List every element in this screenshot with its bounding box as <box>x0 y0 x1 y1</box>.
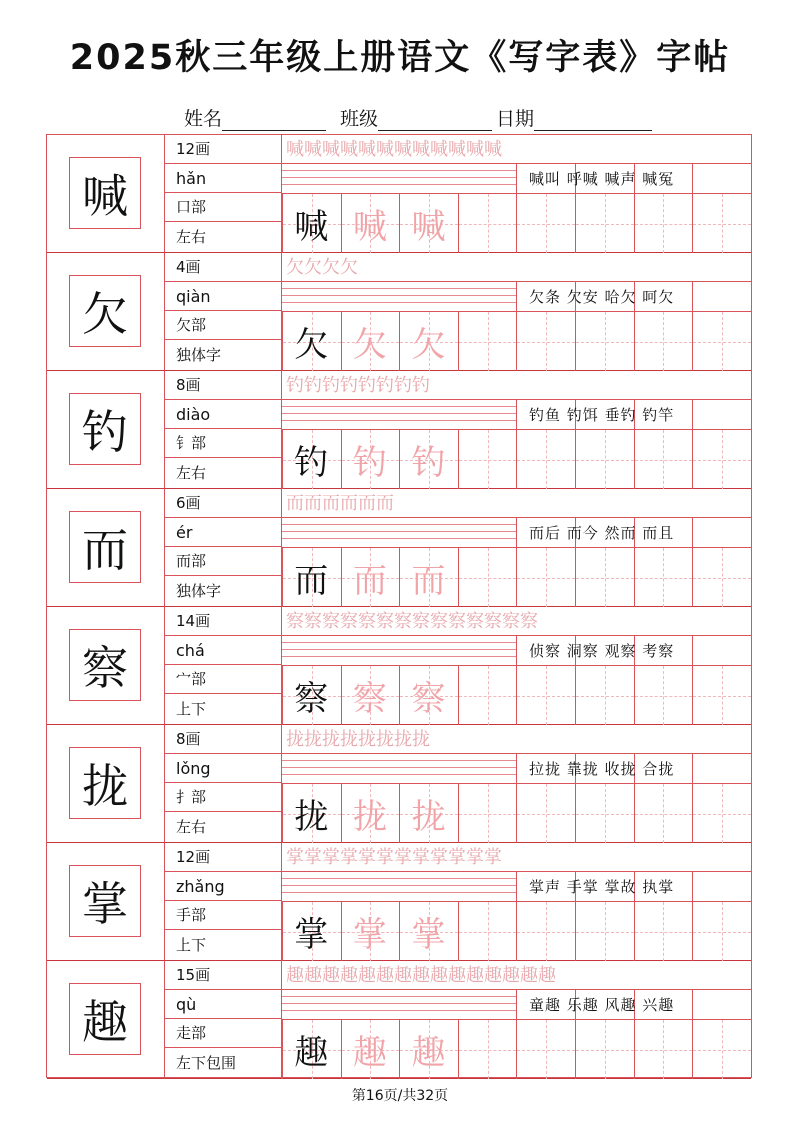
trace-char[interactable]: 欠 <box>352 325 387 365</box>
char-row <box>47 843 751 961</box>
stroke-order-sequence: 钓钓钓钓钓钓钓钓 <box>286 375 430 396</box>
big-char-cell <box>47 607 165 725</box>
stroke-count: 14画 <box>165 607 281 636</box>
stroke-order <box>282 135 751 164</box>
class-field[interactable] <box>340 104 492 131</box>
char-meta <box>165 253 282 371</box>
char-meta <box>165 135 282 253</box>
class-blank[interactable] <box>378 110 492 131</box>
pinyin: qù <box>165 990 281 1019</box>
model-char: 喊 <box>294 207 329 247</box>
word-list: 钓鱼 钓饵 垂钓 钓竿 <box>529 406 675 424</box>
stroke-order-sequence: 而而而而而而 <box>286 493 394 514</box>
stroke-order-sequence: 拢拢拢拢拢拢拢拢 <box>286 729 430 750</box>
trace-chars <box>282 666 751 725</box>
practice-area <box>282 135 751 253</box>
char-row <box>47 961 751 1079</box>
big-char-cell <box>47 843 165 961</box>
char-row <box>47 253 751 371</box>
trace-chars <box>282 1020 751 1079</box>
page-title: 2025秋三年级上册语文《写字表》字帖 <box>69 38 731 78</box>
model-char: 而 <box>294 561 329 601</box>
char-meta <box>165 961 282 1079</box>
char-row <box>47 371 751 489</box>
stroke-count: 12画 <box>165 843 281 872</box>
char-meta <box>165 607 282 725</box>
trace-char[interactable]: 拢 <box>411 797 446 837</box>
big-char: 钓 <box>69 393 141 465</box>
pinyin: qiàn <box>165 282 281 311</box>
char-row <box>47 489 751 607</box>
word-list: 侦察 洞察 观察 考察 <box>529 642 675 660</box>
big-char-cell <box>47 725 165 843</box>
trace-char[interactable]: 而 <box>411 561 446 601</box>
radical: 而部 <box>165 547 281 576</box>
char-meta <box>165 843 282 961</box>
char-meta <box>165 489 282 607</box>
structure: 左下包围 <box>176 1054 237 1072</box>
big-char-cell <box>47 253 165 371</box>
name-label: 姓名 <box>184 108 223 130</box>
char-meta <box>165 725 282 843</box>
big-char: 而 <box>69 511 141 583</box>
stroke-order <box>282 489 751 518</box>
word-list: 喊叫 呼喊 喊声 喊冤 <box>529 170 675 188</box>
radical: 扌部 <box>165 783 281 812</box>
big-char: 察 <box>69 629 141 701</box>
radical: 口部 <box>165 193 281 222</box>
big-char-cell <box>47 371 165 489</box>
date-field[interactable] <box>496 104 652 131</box>
practice-area <box>282 961 751 1079</box>
pinyin: lǒng <box>165 754 281 783</box>
stroke-order <box>282 843 751 872</box>
char-row <box>47 135 751 253</box>
trace-char[interactable]: 察 <box>352 679 387 719</box>
model-char: 欠 <box>294 325 329 365</box>
trace-char[interactable]: 掌 <box>411 915 446 955</box>
practice-area <box>282 725 751 843</box>
structure: 上下 <box>176 936 207 954</box>
trace-char[interactable]: 掌 <box>352 915 387 955</box>
radical: 走部 <box>165 1019 281 1048</box>
stroke-order <box>282 253 751 282</box>
pinyin: ér <box>165 518 281 547</box>
trace-chars <box>282 548 751 607</box>
big-char: 喊 <box>69 157 141 229</box>
practice-area <box>282 607 751 725</box>
trace-chars <box>282 194 751 253</box>
practice-area <box>282 489 751 607</box>
trace-chars <box>282 312 751 371</box>
stroke-order-sequence: 察察察察察察察察察察察察察察 <box>286 611 538 632</box>
model-char: 趣 <box>294 1033 329 1073</box>
practice-sheet <box>46 134 752 1078</box>
trace-char[interactable]: 欠 <box>411 325 446 365</box>
practice-area <box>282 843 751 961</box>
stroke-count: 8画 <box>165 725 281 754</box>
structure: 左右 <box>176 464 207 482</box>
trace-char[interactable]: 察 <box>411 679 446 719</box>
big-char-cell <box>47 135 165 253</box>
pinyin: zhǎng <box>165 872 281 901</box>
trace-chars <box>282 784 751 843</box>
word-list: 掌声 手掌 掌故 执掌 <box>529 878 675 896</box>
trace-char[interactable]: 拢 <box>352 797 387 837</box>
stroke-order <box>282 371 751 400</box>
practice-area <box>282 253 751 371</box>
structure: 独体字 <box>176 346 222 364</box>
char-meta <box>165 371 282 489</box>
name-blank[interactable] <box>222 110 326 131</box>
big-char: 掌 <box>69 865 141 937</box>
practice-area <box>282 371 751 489</box>
radical: 手部 <box>165 901 281 930</box>
trace-char[interactable]: 喊 <box>411 207 446 247</box>
stroke-count: 6画 <box>165 489 281 518</box>
model-char: 掌 <box>294 915 329 955</box>
pinyin: diào <box>165 400 281 429</box>
student-info-bar <box>0 104 800 130</box>
stroke-order-sequence: 欠欠欠欠 <box>286 257 358 278</box>
date-label: 日期 <box>496 108 535 130</box>
big-char: 欠 <box>69 275 141 347</box>
big-char: 趣 <box>69 983 141 1055</box>
stroke-order-sequence: 掌掌掌掌掌掌掌掌掌掌掌掌 <box>286 847 502 868</box>
word-list: 而后 而今 然而 而且 <box>529 524 675 542</box>
stroke-order-sequence: 喊喊喊喊喊喊喊喊喊喊喊喊 <box>286 139 502 160</box>
structure: 左右 <box>176 818 207 836</box>
structure: 左右 <box>176 228 207 246</box>
trace-char[interactable]: 而 <box>352 561 387 601</box>
radical: 欠部 <box>165 311 281 340</box>
structure: 独体字 <box>176 582 222 600</box>
stroke-order <box>282 961 751 990</box>
radical: 宀部 <box>165 665 281 694</box>
stroke-count: 8画 <box>165 371 281 400</box>
page-number: 第16页/共32页 <box>351 1088 449 1104</box>
stroke-count: 12画 <box>165 135 281 164</box>
trace-chars <box>282 430 751 489</box>
date-blank[interactable] <box>534 110 652 131</box>
trace-char[interactable]: 趣 <box>352 1033 387 1073</box>
char-row <box>47 607 751 725</box>
word-list: 拉拢 靠拢 收拢 合拢 <box>529 760 675 778</box>
trace-char[interactable]: 钓 <box>352 443 387 483</box>
word-list: 欠条 欠安 哈欠 呵欠 <box>529 288 675 306</box>
radical: 钅部 <box>165 429 281 458</box>
model-char: 钓 <box>294 443 329 483</box>
stroke-order <box>282 607 751 636</box>
stroke-count: 15画 <box>165 961 281 990</box>
big-char-cell <box>47 489 165 607</box>
word-list: 童趣 乐趣 风趣 兴趣 <box>529 996 675 1014</box>
stroke-order <box>282 725 751 754</box>
trace-char[interactable]: 钓 <box>411 443 446 483</box>
model-char: 察 <box>294 679 329 719</box>
model-char: 拢 <box>294 797 329 837</box>
class-label: 班级 <box>340 108 379 130</box>
stroke-order-sequence: 趣趣趣趣趣趣趣趣趣趣趣趣趣趣趣 <box>286 965 556 986</box>
structure: 上下 <box>176 700 207 718</box>
stroke-count: 4画 <box>165 253 281 282</box>
trace-chars <box>282 902 751 961</box>
char-row <box>47 725 751 843</box>
big-char-cell <box>47 961 165 1079</box>
big-char: 拢 <box>69 747 141 819</box>
trace-char[interactable]: 喊 <box>352 207 387 247</box>
pinyin: hǎn <box>165 164 281 193</box>
name-field[interactable] <box>184 104 326 131</box>
trace-char[interactable]: 趣 <box>411 1033 446 1073</box>
pinyin: chá <box>165 636 281 665</box>
